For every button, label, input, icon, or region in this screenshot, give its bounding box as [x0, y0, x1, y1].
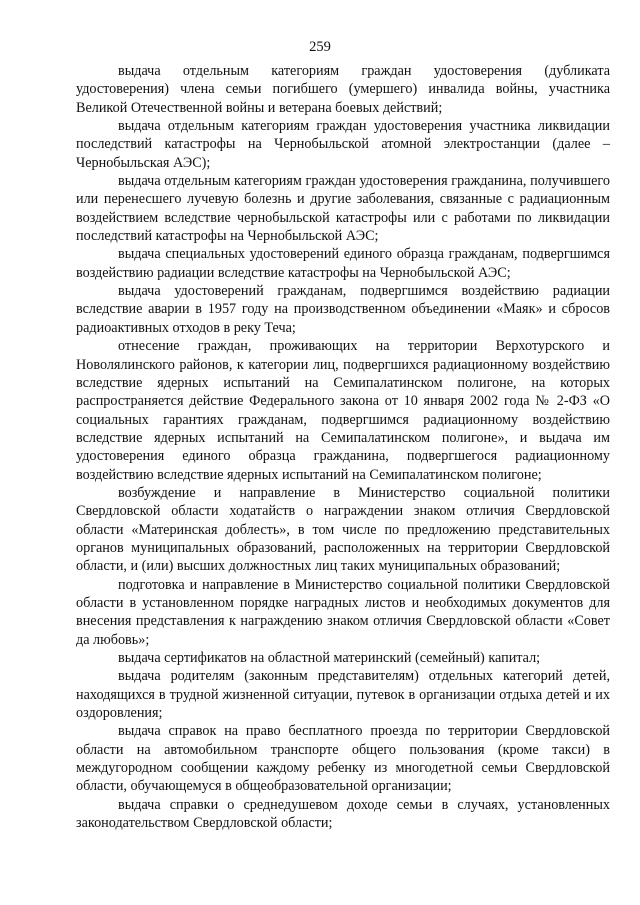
body-text [76, 62, 610, 832]
paragraph-11: выдача справок на право бесплатного проезда по территории Свердловской области на автомобильном транспорте общего пользования (кроме такси) в междугородном сообщении каждому ребенку из многодетной семьи Свердловской области, обучающемуся в общеобразовательной организации; [76, 723, 610, 795]
paragraph-5: выдача удостоверений гражданам, подвергшимся воздействию радиации вследствие аварии в 1957 году на производственном объединении «Маяк» и сбросов радиоактивных отходов в реку Теча; [76, 283, 610, 336]
paragraph-2: выдача отдельным категориям граждан удостоверения участника ликвидации последствий катастрофы на Чернобыльской атомной электростанции (далее – Чернобыльская АЭС); [76, 118, 610, 171]
paragraph-12: выдача справки о среднедушевом доходе семьи в случаях, установленных законодательством Свердловской области; [76, 796, 610, 832]
paragraph-1: выдача отдельным категориям граждан удостоверения (дубликата удостоверения) члена семьи погибшего (умершего) инвалида войны, участника Великой Отечественной войны и ветерана боевых действий; [76, 63, 610, 116]
paragraph-10: выдача родителям (законным представителям) отдельных категорий детей, находящихся в трудной жизненной ситуации, путевок в организации отдыха детей и их оздоровления; [76, 668, 610, 722]
paragraph-4: выдача специальных удостоверений единого образца гражданам, подвергшимся воздействию радиации вследствие катастрофы на Чернобыльской АЭС; [76, 246, 610, 281]
paragraph-7: возбуждение и направление в Министерство социальной политики Свердловской области ходатайств о награждении знаком отличия Свердловской области «Материнская доблесть», в том числе по предложению представительных органов муниципальных образований, расположенных на территории Свердловской области, и (или) высших должностных лиц таких муниципальных образований; [76, 484, 610, 575]
paragraph-9: выдача сертификатов на областной материнский (семейный) капитал; [118, 650, 541, 666]
paragraph-8: подготовка и направление в Министерство социальной политики Свердловской области в установленном порядке наградных листов и необходимых документов для внесения представления к награждению знаком отличия Свердловской области «Совет да любовь»; [76, 576, 610, 648]
paragraph-3: выдача отдельным категориям граждан удостоверения гражданина, получившего или перенесшего лучевую болезнь и другие заболевания, связанные с радиационным воздействием вследствие чернобыльской катастрофы или с работами по ликвидации последствий катастрофы на Чернобыльской АЭС; [76, 173, 610, 245]
page-number: 259 [309, 39, 331, 55]
paragraph-6: отнесение граждан, проживающих на территории Верхотурского и Новолялинского районов, к категории лиц, подвергшихся радиационному воздействию вследствие ядерных испытаний на Семипалатинском полигоне, на которых распространяется действие Федерального закона от 10 января 2002 года № 2-ФЗ «О социальных гарантиях гражданам, подвергшимся радиационному воздействию вследствие ядерных испытаний на Семипалатинском полигоне», и выдача им удостоверения единого образца гражданина, подвергшегося радиационному воздействию вследствие ядерных испытаний на Семипалатинском полигоне; [76, 338, 610, 483]
